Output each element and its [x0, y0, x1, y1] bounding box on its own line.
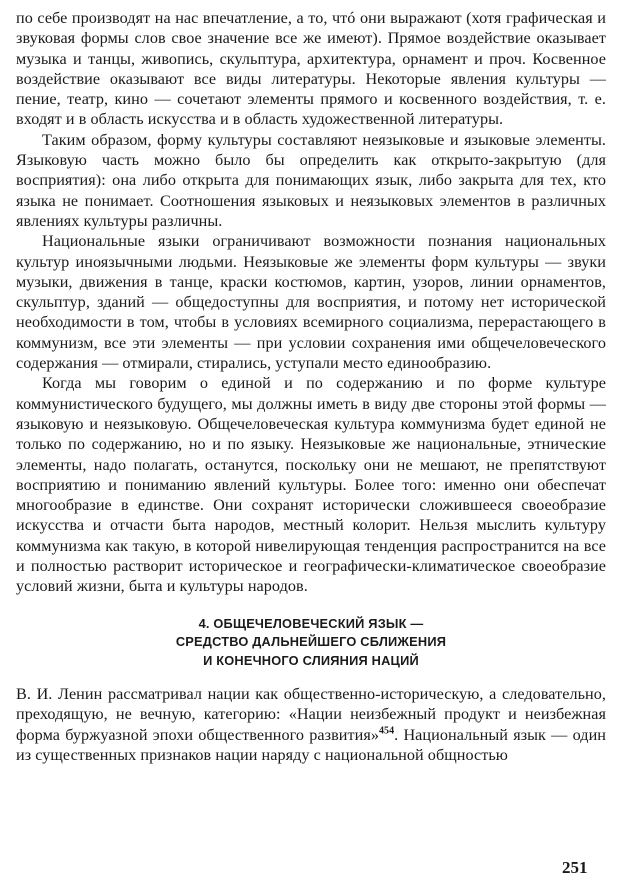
paragraph-lenin: [16, 684, 606, 765]
paragraph-communist-culture: Когда мы говорим о единой и по содержанию и по форме культуре коммунистического будущего, мы должны иметь в виду две стороны этой формы — языковую и неязыковую. Общечеловеческая культура коммунизма будет единой не только по содержанию, но и по языку. Неязыковые же национальные, этнические элементы, надо полагать, останутся, поскольку они не мешают, не препятствуют восприятию и пониманию явлений культуры. Более того: именно они обеспечат многообразие в единстве. Они сохранят исторически сложившееся своеобразие искусства и отчасти быта народов, местный колорит. Нельзя мыслить культуру коммунизма как такую, в которой нивелирующая тенденция распространится на все и полностью растворит историческое и географически-климатическое своеобразие условий жизни, быта и культуры народов.: [16, 374, 606, 596]
paragraph-culture-form: Таким образом, форму культуры составляют неязыковые и языковые элементы. Языковую часть можно было бы определить как открыто-закрытую (для восприятия): она либо открыта для понимающих язык, либо закрыта для тех, кто языка не понимает. Соотношения языковых и неязыковых элементов в различных явлениях культуры различны.: [16, 130, 606, 230]
paragraph-lenin-text-after: . Национальный язык — один из существенных признаков нации наряду с национальной общностью: [16, 725, 607, 764]
paragraph-national-languages: Национальные языки ограничивают возможности познания национальных культур иноязычными людьми. Неязыковые же элементы форм культуры — звуки музыки, движения в танце, краски костюмов, картин, узоров, линии орнаментов, скульптур, зданий — общедоступны для восприятия, и потому нет исторической необходимости в том, чтобы в условиях всемирного социализма, перерастающего в коммунизм, все эти элементы — при условии сохранения ими общечеловеческого содержания — отмирали, стирались, уступали место единообразию.: [16, 232, 606, 373]
section-heading-line-1: 4. ОБЩЕЧЕЛОВЕЧЕСКИЙ ЯЗЫК —: [198, 615, 424, 631]
page-number: 251: [562, 858, 588, 877]
paragraph-lenin-text-before: В. И. Ленин рассматривал нации как общественно-историческую, а следовательно, преходящую, не вечную, категорию: «Нации неизбежный продукт и неизбежная форма буржуазной эпохи общественного развития»: [16, 685, 606, 744]
footnote-reference: 454: [378, 725, 395, 737]
section-heading-line-3: И КОНЕЧНОГО СЛИЯНИЯ НАЦИЙ: [203, 652, 419, 668]
section-heading: [16, 615, 606, 671]
book-page: [16, 8, 606, 765]
section-heading-line-2: СРЕДСТВО ДАЛЬНЕЙШЕГО СБЛИЖЕНИЯ: [175, 634, 447, 650]
paragraph-continued: по себе производят на нас впечатление, а то, чтó они выражают (хотя графическая и звуковая формы слов свое значение все же имеют). Прямое воздействие оказывает музыка и танцы, живопись, скульптура, архитектура, орнамент и проч. Косвенное воздействие оказывают все виды литературы. Некоторые явления культуры — пение, театр, кино — сочетают элементы прямого и косвенного воздействия, т. е. входят и в область искусства и в область художественной литературы.: [16, 9, 606, 129]
